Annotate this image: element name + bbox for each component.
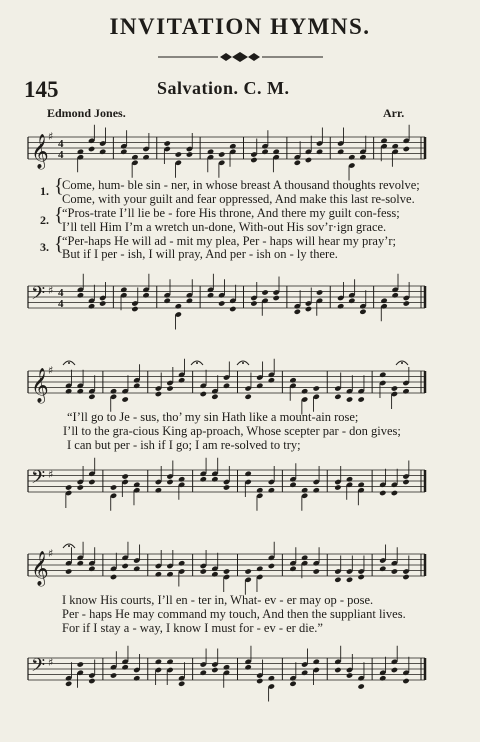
sharp-icon: ♯ bbox=[48, 656, 54, 669]
note-head bbox=[273, 149, 280, 155]
treble-staff-system-1 bbox=[0, 129, 480, 169]
note-head bbox=[379, 566, 386, 572]
note-head bbox=[334, 394, 341, 400]
note-head bbox=[334, 577, 341, 583]
note-head bbox=[200, 670, 207, 676]
note-head bbox=[200, 476, 207, 482]
note-head bbox=[65, 388, 72, 394]
note-head bbox=[131, 306, 138, 312]
lyric-line: For if I stay a - way, I know I must for - ev - er die.” bbox=[62, 621, 323, 635]
note-head bbox=[357, 482, 364, 488]
note-head bbox=[379, 675, 386, 681]
note-head bbox=[359, 154, 366, 160]
note-head bbox=[65, 681, 72, 687]
note-head bbox=[175, 303, 182, 309]
note-head bbox=[155, 487, 162, 493]
note-head bbox=[268, 487, 275, 493]
verse-number-2: 2. bbox=[40, 213, 49, 227]
note-head bbox=[133, 482, 140, 488]
lyric-line: But if I per - ish, I will pray, And per - ish on - ly there. bbox=[62, 247, 338, 261]
treble-staff-system-3 bbox=[0, 546, 480, 586]
note-head bbox=[334, 484, 341, 490]
note-head bbox=[261, 289, 268, 295]
note-head bbox=[229, 306, 236, 312]
note-head bbox=[121, 396, 128, 402]
note-head bbox=[211, 394, 218, 400]
note-head bbox=[313, 487, 320, 493]
note-head bbox=[402, 574, 409, 580]
note-head bbox=[346, 476, 353, 482]
note-head bbox=[348, 154, 355, 160]
note-head bbox=[164, 140, 171, 146]
note-head bbox=[357, 574, 364, 580]
note-head bbox=[178, 681, 185, 687]
note-head bbox=[294, 309, 301, 315]
note-head bbox=[142, 292, 149, 298]
note-head bbox=[334, 667, 341, 673]
note-head bbox=[77, 149, 84, 155]
note-head bbox=[346, 396, 353, 402]
note-head bbox=[211, 571, 218, 577]
note-head bbox=[178, 377, 185, 383]
note-head bbox=[155, 659, 162, 665]
note-head bbox=[77, 661, 84, 667]
note-head bbox=[256, 383, 263, 389]
note-head bbox=[77, 292, 84, 298]
fermata-dot bbox=[196, 362, 198, 364]
note-head bbox=[223, 383, 230, 389]
note-head bbox=[133, 383, 140, 389]
treble-clef-icon: 𝄞 bbox=[31, 134, 49, 169]
note-head bbox=[379, 372, 386, 378]
note-head bbox=[65, 484, 72, 490]
note-head bbox=[313, 659, 320, 665]
lyric-line: “I’ll go to Je - sus, tho’ my sin Hath like a mount-ain rose; bbox=[67, 410, 359, 424]
note-head bbox=[121, 664, 128, 670]
note-head bbox=[77, 560, 84, 566]
note-head bbox=[391, 490, 398, 496]
time-signature-top: 4 bbox=[58, 287, 64, 299]
bass-clef-icon: 𝄢 bbox=[31, 655, 46, 681]
note-head bbox=[256, 487, 263, 493]
note-head bbox=[207, 149, 214, 155]
note-head bbox=[289, 681, 296, 687]
note-head bbox=[346, 577, 353, 583]
note-head bbox=[301, 555, 308, 561]
note-head bbox=[402, 479, 409, 485]
note-head bbox=[77, 388, 84, 394]
note-head bbox=[256, 566, 263, 572]
note-head bbox=[313, 568, 320, 574]
time-signature-bottom: 4 bbox=[58, 149, 64, 161]
note-head bbox=[261, 149, 268, 155]
note-head bbox=[211, 476, 218, 482]
hymn-title: Salvation. C. M. bbox=[157, 78, 290, 98]
fermata-dot bbox=[242, 362, 244, 364]
note-head bbox=[391, 667, 398, 673]
lyric-line: “Pros-trate I’ll lie be - fore His throne, And there my guilt con-fess; bbox=[62, 206, 400, 220]
note-head bbox=[110, 484, 117, 490]
note-head bbox=[186, 298, 193, 304]
lyric-line: I’ll to the gra-cious King ap-proach, Whose scepter par - don gives; bbox=[63, 424, 401, 438]
note-head bbox=[244, 394, 251, 400]
note-head bbox=[164, 298, 171, 304]
note-head bbox=[229, 143, 236, 149]
note-head bbox=[178, 476, 185, 482]
note-head bbox=[305, 306, 312, 312]
note-head bbox=[200, 391, 207, 397]
note-head bbox=[250, 300, 257, 306]
note-head bbox=[379, 490, 386, 496]
note-head bbox=[346, 672, 353, 678]
arranger-credit: Arr. bbox=[383, 106, 405, 120]
note-head bbox=[88, 146, 95, 152]
note-head bbox=[268, 377, 275, 383]
note-head bbox=[218, 300, 225, 306]
note-head bbox=[392, 143, 399, 149]
note-head bbox=[301, 670, 308, 676]
note-head bbox=[337, 149, 344, 155]
bass-staff-system-2 bbox=[0, 462, 480, 502]
note-head bbox=[166, 479, 173, 485]
note-head bbox=[110, 574, 117, 580]
time-signature-top: 4 bbox=[58, 138, 64, 150]
verse-brace-left-3: { bbox=[54, 233, 64, 255]
note-head bbox=[403, 146, 410, 152]
note-head bbox=[391, 568, 398, 574]
note-head bbox=[348, 298, 355, 304]
note-head bbox=[380, 138, 387, 144]
note-head bbox=[301, 388, 308, 394]
note-head bbox=[391, 385, 398, 391]
sharp-icon: ♯ bbox=[48, 284, 54, 297]
note-head bbox=[294, 160, 301, 166]
note-head bbox=[244, 664, 251, 670]
note-head bbox=[120, 287, 127, 293]
note-head bbox=[88, 303, 95, 309]
bass-staff-system-1 bbox=[0, 278, 480, 318]
lyric-line: I’ll tell Him I’m a wretch un-done, With-out His sov’r·ign grace. bbox=[62, 220, 387, 234]
note-head bbox=[244, 568, 251, 574]
note-head bbox=[99, 300, 106, 306]
note-head bbox=[316, 289, 323, 295]
note-head bbox=[121, 563, 128, 569]
note-head bbox=[337, 303, 344, 309]
lyric-line: Come, with your guilt and fear oppressed, And make this last re-solve. bbox=[62, 192, 415, 206]
note-head bbox=[88, 566, 95, 572]
note-head bbox=[313, 385, 320, 391]
note-head bbox=[316, 149, 323, 155]
note-head bbox=[166, 571, 173, 577]
note-head bbox=[166, 385, 173, 391]
fermata-dot bbox=[68, 545, 70, 547]
note-head bbox=[402, 678, 409, 684]
note-head bbox=[186, 151, 193, 157]
lyric-line: I know His courts, I’ll en - ter in, What- ev - er may op - pose. bbox=[62, 593, 374, 607]
note-head bbox=[359, 309, 366, 315]
note-head bbox=[155, 571, 162, 577]
note-head bbox=[133, 566, 140, 572]
bass-clef-icon: 𝄢 bbox=[31, 467, 46, 493]
note-head bbox=[305, 157, 312, 163]
treble-staff-system-2 bbox=[0, 363, 480, 403]
composer-credit: Edmond Jones. bbox=[47, 106, 126, 120]
note-head bbox=[166, 659, 173, 665]
sharp-icon: ♯ bbox=[48, 547, 54, 560]
treble-clef-icon: 𝄞 bbox=[31, 551, 49, 586]
verse-brace-left-1: { bbox=[54, 175, 64, 197]
verse-number-1: 1. bbox=[40, 184, 49, 198]
note-head bbox=[223, 664, 230, 670]
verse-brace-left-2: { bbox=[54, 204, 64, 226]
note-head bbox=[131, 154, 138, 160]
note-head bbox=[200, 568, 207, 574]
bass-staff-system-3 bbox=[0, 650, 480, 690]
note-head bbox=[256, 678, 263, 684]
note-head bbox=[223, 484, 230, 490]
note-head bbox=[211, 667, 218, 673]
sharp-icon: ♯ bbox=[48, 130, 54, 143]
note-head bbox=[155, 391, 162, 397]
title-ornament bbox=[158, 50, 323, 64]
time-signature-bottom: 4 bbox=[58, 298, 64, 310]
note-head bbox=[301, 487, 308, 493]
note-head bbox=[250, 157, 257, 163]
lyric-line: I can but per - ish if I go; I am re-solved to try; bbox=[67, 438, 301, 452]
lyric-line: Per - haps He may command my touch, And then the suppliant lives. bbox=[62, 607, 406, 621]
fermata-dot bbox=[401, 362, 403, 364]
note-head bbox=[392, 292, 399, 298]
note-head bbox=[357, 396, 364, 402]
verse-number-3: 3. bbox=[40, 240, 49, 254]
note-head bbox=[380, 298, 387, 304]
note-head bbox=[110, 672, 117, 678]
note-head bbox=[218, 151, 225, 157]
note-head bbox=[207, 292, 214, 298]
bass-clef-icon: 𝄢 bbox=[31, 283, 46, 309]
note-head bbox=[223, 568, 230, 574]
lyric-line: Come, hum- ble sin - ner, in whose breast A thousand thoughts revolve; bbox=[62, 178, 420, 192]
note-head bbox=[403, 300, 410, 306]
note-head bbox=[99, 149, 106, 155]
note-head bbox=[133, 675, 140, 681]
treble-clef-icon: 𝄞 bbox=[31, 368, 49, 403]
note-head bbox=[289, 377, 296, 383]
page-title: INVITATION HYMNS. bbox=[109, 14, 371, 39]
fermata-dot bbox=[68, 362, 70, 364]
note-head bbox=[244, 471, 251, 477]
note-head bbox=[273, 295, 280, 301]
hymn-number: 145 bbox=[24, 77, 59, 102]
note-head bbox=[88, 479, 95, 485]
note-head bbox=[65, 568, 72, 574]
note-head bbox=[142, 154, 149, 160]
note-head bbox=[402, 388, 409, 394]
note-head bbox=[88, 394, 95, 400]
note-head bbox=[77, 484, 84, 490]
sharp-icon: ♯ bbox=[48, 468, 54, 481]
note-head bbox=[268, 563, 275, 569]
note-head bbox=[268, 675, 275, 681]
lyric-line: “Per-haps He will ad - mit my plea, Per - haps will hear my pray’r; bbox=[62, 234, 397, 248]
note-head bbox=[357, 683, 364, 689]
note-head bbox=[289, 566, 296, 572]
note-head bbox=[120, 149, 127, 155]
note-head bbox=[110, 388, 117, 394]
note-head bbox=[175, 151, 182, 157]
note-head bbox=[121, 473, 128, 479]
sharp-icon: ♯ bbox=[48, 364, 54, 377]
note-head bbox=[178, 560, 185, 566]
note-head bbox=[88, 678, 95, 684]
note-head bbox=[289, 482, 296, 488]
